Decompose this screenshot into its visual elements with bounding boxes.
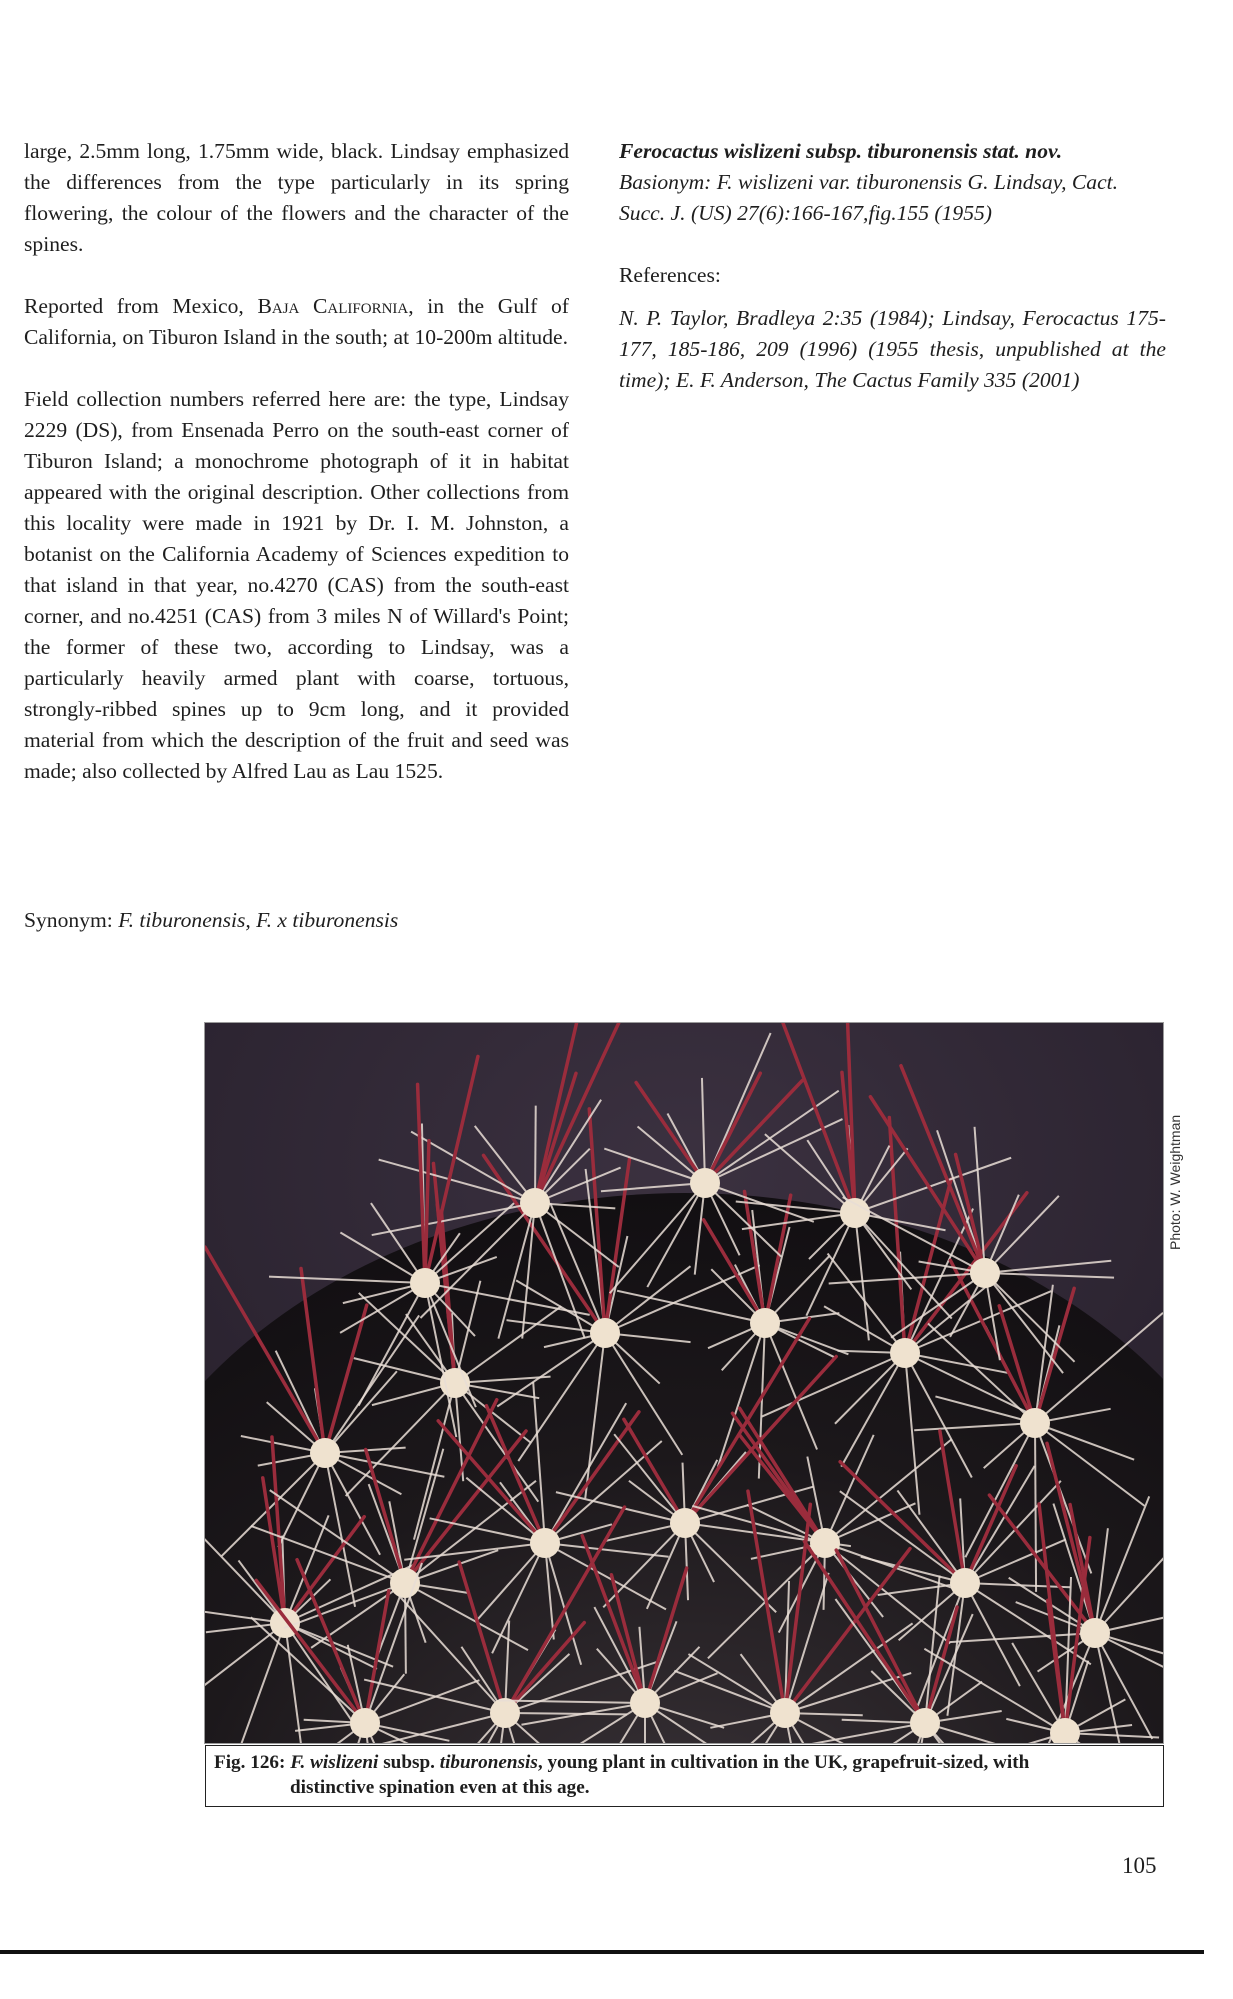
distribution-text-start: Reported from Mexico, <box>24 294 258 318</box>
taxon-title: Ferocactus wislizeni subsp. tiburonensis stat. nov. <box>619 139 1063 163</box>
paragraph-field-collections: Field collection numbers referred here are: the type, Lindsay 2229 (DS), from Ensenada Perro on the south-east corner of Tiburon Island; a monochrome photograph of it in habitat appeared with the original description. Other collections from this locality were made in 1921 by Dr. I. M. Johnston, a botanist on the California Academy of Sciences expedition to that island in that year, no.4270 (CAS) from the south-east corner, and no.4251 (CAS) from 3 miles N of Willard's Point; the former of these two, according to Lindsay, was a particularly heavily armed plant with coarse, tortuous, strongly-ribbed spines up to 9cm long, and it provided material from which the description of the fruit and seed was made; also collected by Alfred Lau as Lau 1525. <box>24 387 569 783</box>
distribution-text-end: , in the Gulf of California, on Tiburon Island in the south; at 10-200m altitude. <box>24 294 569 349</box>
cactus-photo-illustration <box>205 1023 1163 1743</box>
synonym-line <box>24 905 398 936</box>
cactus-photo <box>204 1022 1164 1744</box>
paragraph-distribution <box>24 291 569 353</box>
footer-rule <box>0 1950 1204 1954</box>
references-text: N. P. Taylor, Bradleya 2:35 (1984); Lindsay, Ferocactus 175-177, 185-186, 209 (1996) (1955 thesis, unpublished at the time); E. F. Anderson, The Cactus Family 335 (2001) <box>619 306 1166 392</box>
figure-caption <box>205 1745 1164 1807</box>
synonym-label: Synonym: <box>24 908 119 932</box>
caption-text-line2: distinctive spination even at this age. <box>290 1777 590 1798</box>
right-column <box>619 136 1166 396</box>
references-heading: References: <box>619 263 721 287</box>
left-column <box>24 136 569 787</box>
caption-subsp: subsp. <box>378 1752 440 1773</box>
synonym-names: F. tiburonensis, F. x tiburonensis <box>118 908 399 932</box>
basionym: Basionym: F. wislizeni var. tiburonensis G. Lindsay, Cact. Succ. J. (US) 27(6):166-167,fig.155 (1955) <box>619 170 1119 225</box>
page-number: 105 <box>1122 1853 1157 1878</box>
caption-text: , young plant in cultivation in the UK, grapefruit-sized, with <box>537 1752 1030 1773</box>
caption-label: Fig. 126: <box>214 1752 291 1773</box>
paragraph-seed-description: large, 2.5mm long, 1.75mm wide, black. Lindsay emphasized the differences from the type particularly in its spring flowering, the colour of the flowers and the character of the spines. <box>24 139 569 256</box>
caption-taxon-subspecies: tiburonensis <box>439 1752 538 1773</box>
caption-taxon-species: F. wislizeni <box>290 1752 379 1773</box>
photo-credit: Photo: W. Weightman <box>1167 1114 1183 1250</box>
region-name: Baja California <box>257 294 409 318</box>
